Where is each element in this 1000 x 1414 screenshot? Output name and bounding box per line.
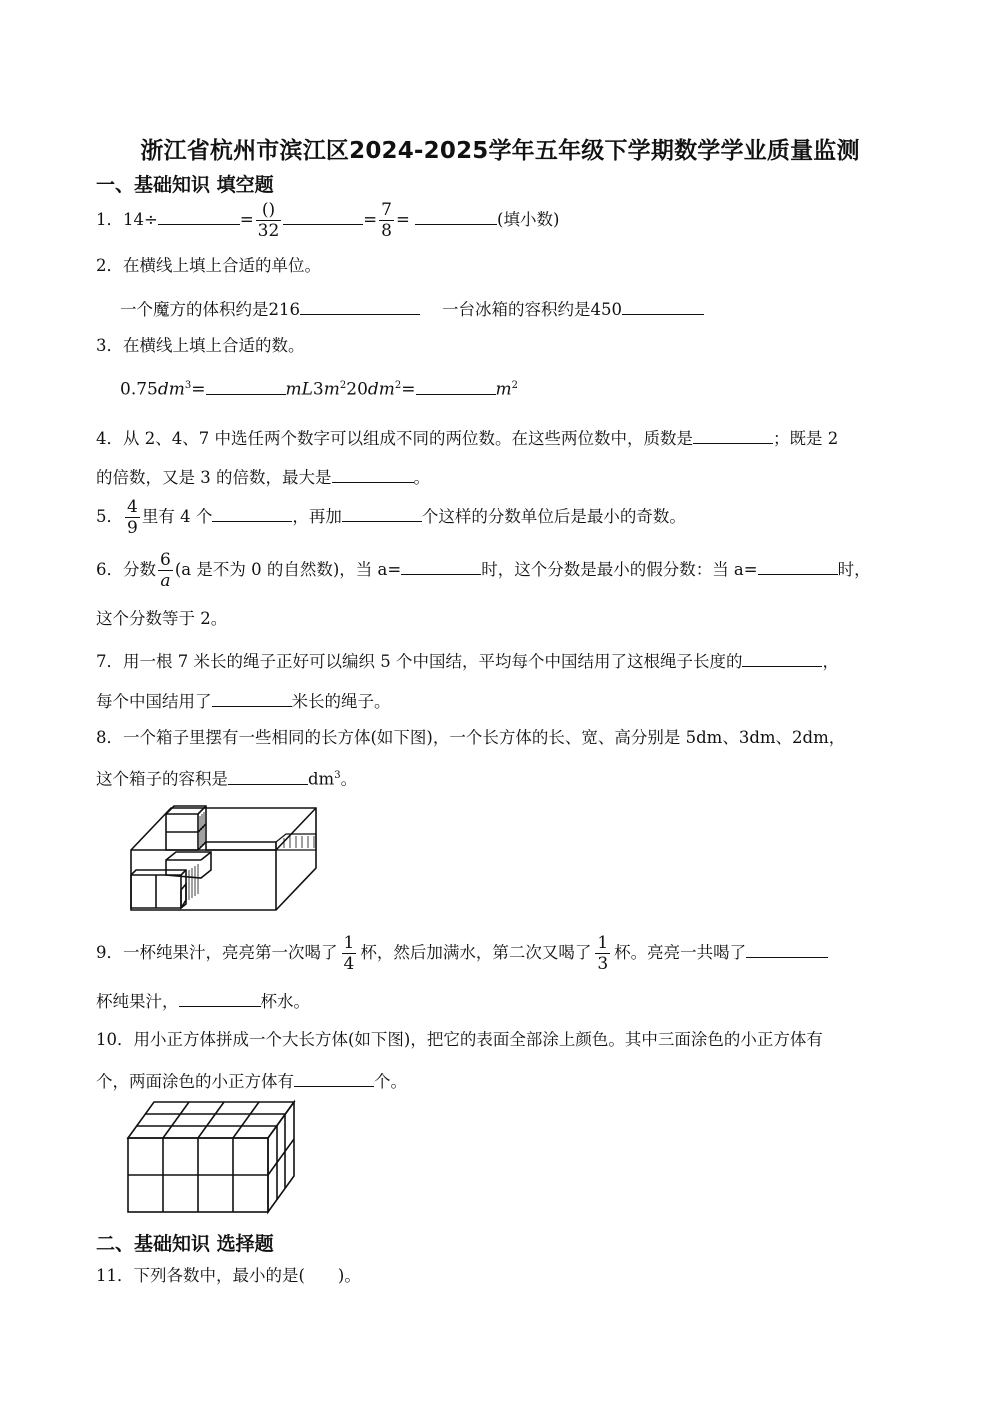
q6-blank-2[interactable]	[758, 556, 838, 575]
q1-fraction-2: $\frac{7}{8}$	[381, 200, 392, 241]
q1-fraction-1: $\frac{()}{32}$	[257, 200, 280, 241]
question-2-items	[120, 296, 704, 322]
page-title: 浙江省杭州市滨江区2024-2025学年五年级下学期数学学业质量监测	[140, 138, 860, 164]
q2-blank-a[interactable]	[300, 296, 420, 315]
question-5: 5． $\frac{4}{9}$ 里有 4 个 ，再加 个这样的分数单位后是最小的奇数。	[96, 497, 686, 538]
q9-fraction-1: $\frac{1}{4}$	[343, 933, 355, 974]
q10-blank[interactable]	[294, 1068, 374, 1087]
question-4-line-2: 的倍数，又是 3 的倍数，最大是 。	[96, 464, 430, 490]
question-8-line-2: 这个箱子的容积是 $dm^3$。	[96, 764, 357, 792]
q9-fraction-2: $\frac{1}{3}$	[597, 933, 609, 974]
q2-blank-b[interactable]	[622, 296, 704, 315]
question-2: 2．在横线上填上合适的单位。	[96, 256, 321, 275]
question-4-line-1: 4．从 2、4、7 中选任两个数字可以组成不同的两位数。在这些两位数中，质数是 ；既是 2	[96, 425, 838, 451]
question-3-items: $0.75dm^3= mL3m^220dm^2= m^2$	[120, 374, 518, 402]
section-choice-heading: 二、基础知识 选择题	[96, 1233, 274, 1255]
q7-blank-2[interactable]	[212, 688, 292, 707]
question-10-line-2: 个，两面涂色的小正方体有 个。	[96, 1068, 407, 1094]
q7-blank-1[interactable]	[742, 648, 822, 667]
q3-blank-1[interactable]	[206, 376, 286, 395]
q9-blank-2[interactable]	[179, 988, 261, 1007]
question-6-line-2: 这个分数等于 2。	[96, 609, 228, 628]
section-fill-in-heading: 一、基础知识 填空题	[96, 174, 274, 196]
question-1	[96, 200, 559, 241]
q5-fraction: $\frac{4}{9}$	[127, 497, 138, 538]
question-7-line-1: 7．用一根 7 米长的绳子正好可以编织 5 个中国结，平均每个中国结用了这根绳子长度的 ，	[96, 648, 839, 674]
question-9-line-1: 9．一杯纯果汁，亮亮第一次喝了 $\frac{1}{4}$ 杯，然后加满水，第二次又喝了 $\frac{1}{3}$ 杯。亮亮一共喝了	[96, 933, 828, 974]
question-9-line-2: 杯纯果汁， 杯水。	[96, 988, 310, 1014]
q6-blank-1[interactable]	[401, 556, 481, 575]
q1-prefix: 1．14÷	[96, 210, 158, 229]
q9-blank-1[interactable]	[746, 939, 828, 958]
q6-fraction: $\frac{6}{a}$	[160, 550, 171, 591]
q1-equals: =	[395, 210, 410, 229]
question-8-line-1: 8．一个箱子里摆有一些相同的长方体(如下图)，一个长方体的长、宽、高分别是 5dm、3dm、2dm，	[96, 728, 846, 747]
box-with-cuboids-figure	[126, 800, 326, 915]
question-10-line-1: 10．用小正方体拼成一个大长方体(如下图)，把它的表面全部涂上颜色。其中三面涂色的小正方体有	[96, 1030, 823, 1049]
q1-suffix: (填小数)	[497, 210, 560, 229]
q1-blank-3[interactable]	[415, 206, 497, 225]
question-7-line-2: 每个中国结用了 米长的绳子。	[96, 688, 391, 714]
q4-blank-2[interactable]	[332, 464, 414, 483]
q1-blank-2[interactable]	[283, 206, 363, 225]
q1-equals: =	[363, 210, 378, 229]
q5-blank-1[interactable]	[212, 503, 292, 522]
q2-item-a: 一个魔方的体积约是216	[120, 300, 300, 319]
q2-item-b: 一台冰箱的容积约是450	[442, 300, 622, 319]
q8-blank[interactable]	[228, 766, 308, 785]
question-3: 3．在横线上填上合适的数。	[96, 336, 305, 355]
question-11: 11．下列各数中，最小的是( )。	[96, 1266, 361, 1285]
q3-blank-2[interactable]	[416, 376, 496, 395]
q1-equals: =	[239, 210, 254, 229]
q1-blank-1[interactable]	[158, 206, 240, 225]
q4-blank-1[interactable]	[693, 425, 773, 444]
q5-blank-2[interactable]	[342, 503, 422, 522]
question-6-line-1: 6．分数 $\frac{6}{a}$ (a 是不为 0 的自然数)，当 a= 时，这个分数是最小的假分数：当 a= 时，	[96, 550, 871, 591]
cuboid-grid-figure	[124, 1098, 304, 1218]
